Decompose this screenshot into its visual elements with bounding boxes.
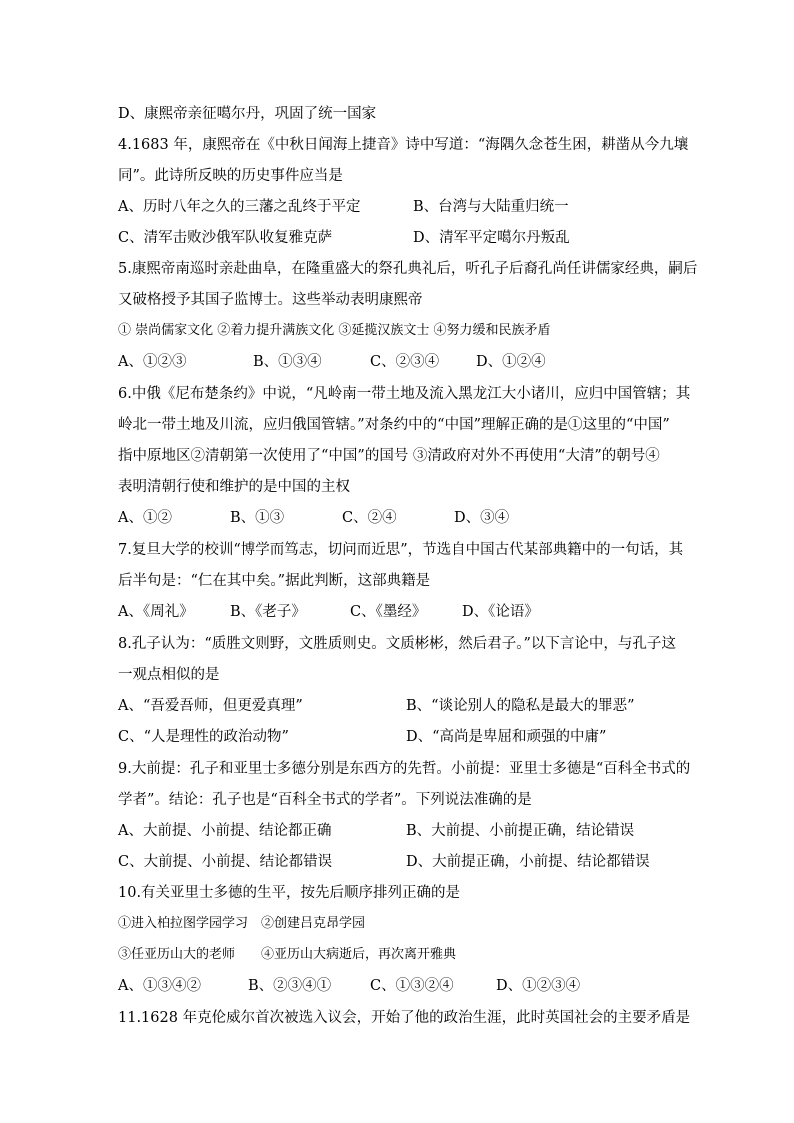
q4-stem-line2: 同”。此诗所反映的历史事件应当是 [118, 168, 343, 184]
q9-option-a: A、大前提、小前提、结论都正确 [118, 823, 332, 839]
q6-option-d: D、③④ [454, 510, 510, 526]
q4-option-d: D、清军平定噶尔丹叛乱 [413, 230, 570, 246]
q7-option-b: B、《老子》 [230, 604, 306, 620]
q7-stem-line2: 后半句是：“仁在其中矣。”据此判断，这部典籍是 [118, 573, 431, 589]
q9-stem-line1: 9.大前提：孔子和亚里士多德分别是东西方的先哲。小前提：亚里士多德是“百科全书式的 [118, 761, 691, 777]
q7-option-a: A、《周礼》 [118, 604, 194, 620]
q4-option-b: B、台湾与大陆重归统一 [413, 199, 569, 215]
q5-option-a: A、①②③ [118, 354, 187, 370]
q5-option-c: C、②③④ [370, 354, 440, 370]
q6-option-a: A、①② [118, 510, 172, 526]
q6-stem-line1: 6.中俄《尼布楚条约》中说，“凡岭南一带土地及流入黑龙江大小诸川，应归中国管辖；其 [118, 386, 691, 402]
q11-stem: 11.1628 年克伦威尔首次被选入议会，开始了他的政治生涯，此时英国社会的主要矛盾是 [118, 1010, 691, 1026]
q8-option-b: B、“谈论别人的隐私是最大的罪恶” [406, 698, 635, 714]
q8-option-c: C、“人是理性的政治动物” [118, 729, 289, 745]
q5-statements: ① 崇尚儒家文化 ②着力提升满族文化 ③延揽汉族文士 ④努力缓和民族矛盾 [118, 323, 551, 338]
q9-option-d: D、大前提正确，小前提、结论都错误 [406, 854, 650, 870]
q8-stem-line2: 一观点相似的是 [118, 667, 220, 683]
q5-option-d: D、①②④ [476, 354, 546, 370]
q6-option-c: C、②④ [342, 510, 397, 526]
q8-option-a: A、“吾爱吾师，但更爱真理” [118, 698, 303, 714]
q3-option-d: D、康熙帝亲征噶尔丹，巩固了统一国家 [118, 106, 377, 122]
q8-stem-line1: 8.孔子认为：“质胜文则野，文胜质则史。文质彬彬，然后君子。”以下言论中，与孔子这 [118, 636, 676, 652]
q7-option-c: C、《墨经》 [350, 604, 427, 620]
q10-statements-line2: ③任亚历山大的老师 ④亚历山大病逝后，再次离开雅典 [118, 947, 457, 962]
q5-option-b: B、①③④ [253, 354, 322, 370]
q5-stem-line2: 又破格授予其国子监博士。这些举动表明康熙帝 [118, 292, 423, 308]
q10-option-d: D、①②③④ [496, 978, 581, 994]
q7-stem-line1: 7.复旦大学的校训“博学而笃志，切问而近思”，节选自中国古代某部典籍中的一句话，其 [118, 542, 684, 558]
q7-option-d: D、《论语》 [462, 604, 539, 620]
q5-stem-line1: 5.康熙帝南巡时亲赴曲阜，在隆重盛大的祭孔典礼后，听孔子后裔孔尚任讲儒家经典，嗣后 [118, 261, 698, 277]
q10-statements-line1: ①进入柏拉图学园学习 ②创建吕克昂学园 [118, 916, 366, 931]
q6-option-b: B、①③ [230, 510, 285, 526]
q4-option-c: C、清军击败沙俄军队收复雅克萨 [118, 230, 333, 246]
q4-option-a: A、历时八年之久的三藩之乱终于平定 [118, 199, 361, 215]
q9-option-b: B、大前提、小前提正确，结论错误 [406, 823, 635, 839]
q6-stem-line3: 指中原地区②清朝第一次使用了“中国”的国号 ③清政府对外不再使用“大清”的朝号④ [118, 448, 660, 464]
q10-stem: 10.有关亚里士多德的生平，按先后顺序排列正确的是 [118, 885, 461, 901]
q10-option-a: A、①③④② [118, 978, 201, 994]
q8-option-d: D、“高尚是卑屈和顽强的中庸” [406, 729, 607, 745]
q10-option-c: C、①③②④ [370, 978, 454, 994]
q9-stem-line2: 学者”。结论：孔子也是“百科全书式的学者”。下列说法准确的是 [118, 792, 532, 808]
q6-stem-line4: 表明清朝行使和维护的是中国的主权 [118, 479, 350, 495]
q6-stem-line2: 岭北一带土地及川流，应归俄国管辖。”对条约中的“中国”理解正确的是①这里的“中国” [118, 417, 670, 433]
q9-option-c: C、大前提、小前提、结论都错误 [118, 854, 333, 870]
q10-option-b: B、②③④① [248, 978, 332, 994]
q4-stem-line1: 4.1683 年，康熙帝在《中秋日闻海上捷音》诗中写道：“海隅久念苍生困，耕凿从今九壤 [118, 137, 689, 153]
